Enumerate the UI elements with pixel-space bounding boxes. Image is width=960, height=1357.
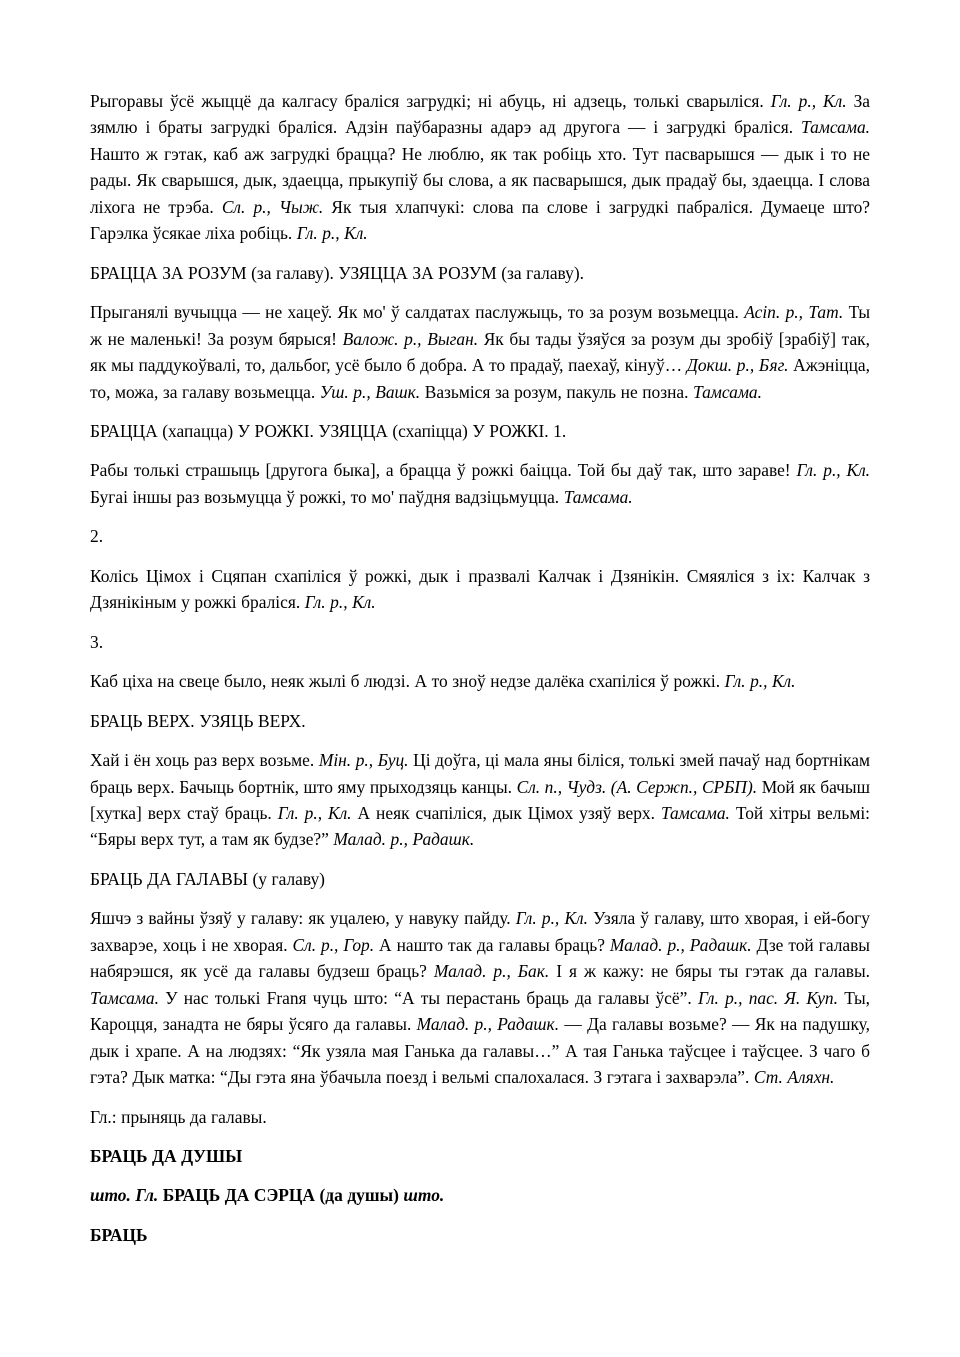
sense-number-2: 2. (90, 526, 104, 547)
entry-bracca-u-rozhki: БРАЦЦА (хапацца) У РОЖКІ. УЗЯЦЦА (схапіцца) У РОЖКІ. 1. (90, 420, 567, 441)
entry-brac-da-dushy: БРАЦЬ ДА ДУШЫ (90, 1145, 243, 1166)
entry-brac: БРАЦЬ (90, 1224, 148, 1245)
paragraph-pryhanyali: Прыганялі вучыцца — не хацеў. Як мо' ў салдатах паслужыць, то за розум возьмецца. Асіп. р., Тат. Ты ж не маленькі! За розум бярыся! Валож. р., Выган. Як бы тады ўзяўся за розум ды зробіў [зрабіў] так, як мы паддукоўвалі, то, дальбог, усё было б добра. А то прадаў, паехаў, кінуў… Докш. р., Бяг. Ажэніцца, то, можа, за галаву возьмецца. Уш. р., Вашк. Вазьміся за розум, пакуль не позна. Тамсама. (90, 302, 871, 402)
entry-brac-da-halavy: БРАЦЬ ДА ГАЛАВЫ (у галаву) (90, 868, 325, 889)
entry-brac-verh: БРАЦЬ ВЕРХ. УЗЯЦЬ ВЕРХ. (90, 710, 306, 731)
paragraph-raby: Рабы толькі страшыць [другога быка], а брацца ў рожкі баіцца. Той бы даў так, што зараве! Гл. р., Кл. Бугаі іншы раз возьмуцца ў рожкі, то мо' паўдня вадзіцьмуцца. Тамсама. (90, 460, 870, 507)
paragraph-rygoravy: Рыгоравы ўсё жыццё да калгасу браліся загрудкі; ні абуць, ні адзець, толькі сварыліся. Гл. р., Кл. За зямлю і браты загрудкі браліся. Адзін паўбаразны адарэ ад другога — і загрудкі браліся. Тамсама. Нашто ж гэтак, каб аж загрудкі брацца? Не люблю, як так робіць хто. Тут пасварышся — дык і то не рады. Як сварышся, дык, здаецца, прыкупіў бы слова, а як пасварышся, дык прадаў бы, здаецца. І слова ліхога не трэба. Сл. р., Чыж. Як тыя хлапчукі: слова па слове і загрудкі пабраліся. Думаеце што? Гарэлка ўсякае ліха робіць. Гл. р., Кл. (90, 91, 871, 244)
entry-bracca-za-rozum: БРАЦЦА ЗА РОЗУМ (за галаву). УЗЯЦЦА ЗА РОЗУМ (за галаву). (90, 262, 585, 283)
paragraph-hai-i-yon: Хай і ён хоць раз верх возьме. Мін. р., Буц. Ці доўга, ці мала яны біліся, толькі змей пачаў над бортнікам браць верх. Бачыць бортнік, што яму прыходзяць канцы. Сл. п., Чудз. (А. Сержп., СРБП). Мой як бачыш [хутка] верх стаў браць. Гл. р., Кл. А неяк счапіліся, дык Цімох узяў верх. Тамсама. Той хітры вельмі: “Бяры верх тут, а там як будзе?” Малад. р., Радашк. (90, 750, 871, 850)
sense-number-3: 3. (90, 631, 104, 652)
document-body (90, 88, 870, 1248)
cross-reference: Гл.: прыняць да галавы. (90, 1106, 267, 1127)
paragraph-kolis-cimoh: Колісь Цімох і Сцяпан схапіліся ў рожкі, дык і празвалі Калчак і Дзянікін. Смяяліся з іх: Калчак з Дзянікіным у рожкі браліся. Гл. р., Кл. (90, 565, 870, 613)
paragraph-kab-cikha: Каб ціха на свеце было, неяк жылі б людзі. А то зноў недзе далёка схапіліся ў рожкі. Гл. р., Кл. (90, 671, 796, 692)
entry-reference-brac-da-serca: што. Гл. БРАЦЬ ДА СЭРЦА (да душы) што. (90, 1185, 445, 1206)
paragraph-yashche: Яшчэ з вайны ўзяў у галаву: як уцалею, у навуку пайду. Гл. р., Кл. Узяла ў галаву, што хворая, і ей-богу захварэе, хоць і не хворая. Сл. р., Гор. А нашто так да галавы браць? Малад. р., Радашк. Дзе той галавы набярэшся, як усё да галавы будзеш браць? Малад. р., Бак. І я ж кажу: не бяры ты гэтак да галавы. Тамсама. У нас толькі Franя чуць што: “А ты перастань браць да галавы ўсё”. Гл. р., пас. Я. Куп. Ты, Кароцця, занадта не бяры ўсяго да галавы. Малад. р., Радашк. — Да галавы возьме? — Як на падушку, дык і храпе. А на людзях: “Як узяла мая Ганька да галавы…” А тая Ганька таўсцее і таўсцее. З чаго б гэта? Дык матка: “Ды гэта яна ўбачыла поезд і вельмі спалохалася. З гэтага і захварэла”. Ст. Аляхн. (90, 908, 871, 1088)
